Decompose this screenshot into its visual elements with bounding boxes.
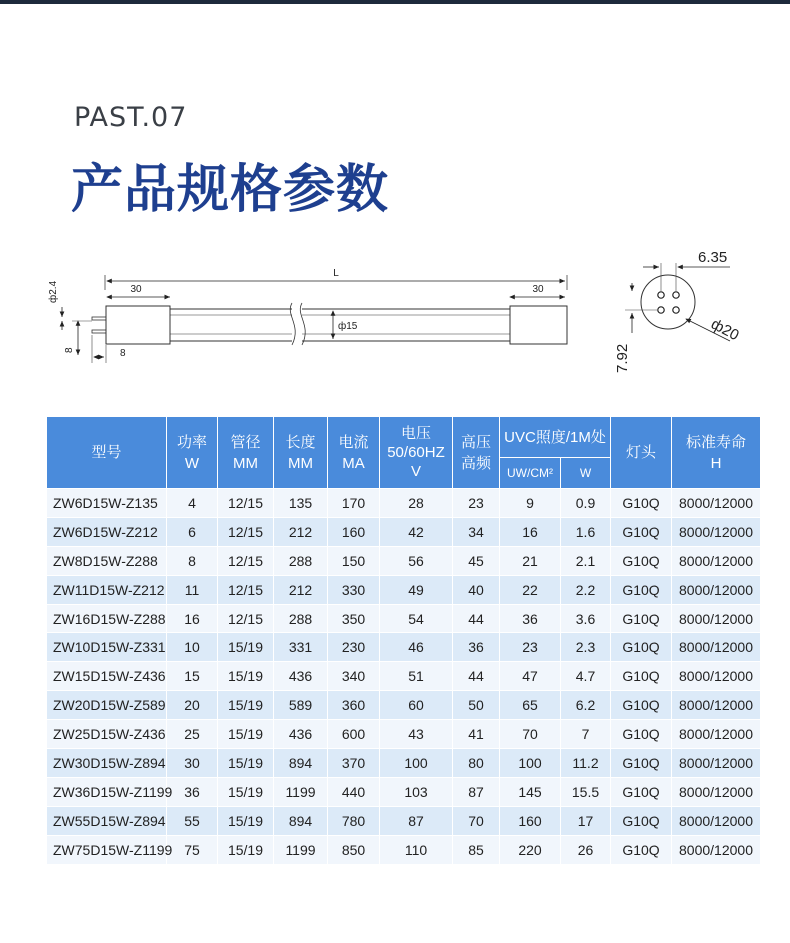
cell-length: 894: [274, 806, 328, 835]
cell-power: 30: [167, 749, 218, 778]
cell-life: 8000/12000: [672, 604, 761, 633]
cell-current: 360: [328, 691, 380, 720]
cell-uvc-watt: 2.3: [561, 633, 611, 662]
cell-length: 436: [274, 720, 328, 749]
cell-model: ZW36D15W-Z1199: [47, 777, 167, 806]
cell-current: 780: [328, 806, 380, 835]
cell-voltage: 103: [380, 777, 453, 806]
cell-uvc-irradiance: 21: [500, 546, 561, 575]
cell-model: ZW75D15W-Z1199: [47, 835, 167, 864]
cell-life: 8000/12000: [672, 575, 761, 604]
cell-life: 8000/12000: [672, 489, 761, 518]
cell-uvc-irradiance: 65: [500, 691, 561, 720]
cell-power: 25: [167, 720, 218, 749]
cell-power: 8: [167, 546, 218, 575]
spec-table: [46, 416, 761, 865]
cell-diameter: 12/15: [218, 604, 274, 633]
base-end-view: [614, 249, 742, 373]
header-power: 功率 W: [167, 417, 218, 489]
table-row: [47, 575, 761, 604]
cell-model: ZW6D15W-Z212: [47, 517, 167, 546]
cell-uvc-watt: 17: [561, 806, 611, 835]
header-current: 电流 MA: [328, 417, 380, 489]
cell-life: 8000/12000: [672, 633, 761, 662]
cell-power: 16: [167, 604, 218, 633]
cell-length: 212: [274, 517, 328, 546]
cell-diameter: 15/19: [218, 806, 274, 835]
base-diameter-label: ф20: [708, 315, 742, 345]
header-uvc-irradiance: UW/CM²: [500, 458, 561, 489]
cell-current: 440: [328, 777, 380, 806]
pin-length-label: 8: [120, 348, 126, 359]
cell-uvc-irradiance: 70: [500, 720, 561, 749]
cell-uvc-watt: 2.2: [561, 575, 611, 604]
cell-current: 150: [328, 546, 380, 575]
cell-base: G10Q: [611, 835, 672, 864]
cell-base: G10Q: [611, 489, 672, 518]
header-uvc-watt: W: [561, 458, 611, 489]
cell-uvc-irradiance: 100: [500, 749, 561, 778]
cell-base: G10Q: [611, 604, 672, 633]
cell-voltage: 49: [380, 575, 453, 604]
cell-model: ZW6D15W-Z135: [47, 489, 167, 518]
cell-hf: 44: [453, 604, 500, 633]
cell-voltage: 87: [380, 806, 453, 835]
cell-voltage: 60: [380, 691, 453, 720]
cell-length: 135: [274, 489, 328, 518]
pin-diameter-label: ф2.4: [48, 280, 59, 303]
tube-diameter-label: ф15: [338, 321, 358, 332]
table-row: [47, 691, 761, 720]
table-row: [47, 806, 761, 835]
cell-voltage: 43: [380, 720, 453, 749]
cell-model: ZW55D15W-Z894: [47, 806, 167, 835]
base-pin-spacing-label: 6.35: [698, 249, 728, 266]
cell-current: 330: [328, 575, 380, 604]
cell-base: G10Q: [611, 633, 672, 662]
lamp-dimension-diagram: [40, 245, 780, 385]
cell-voltage: 42: [380, 517, 453, 546]
cell-uvc-irradiance: 47: [500, 662, 561, 691]
cell-diameter: 12/15: [218, 517, 274, 546]
cell-length: 1199: [274, 777, 328, 806]
cell-current: 170: [328, 489, 380, 518]
right-cap-dimension: [510, 284, 565, 297]
header-model: 型号: [47, 417, 167, 489]
cell-hf: 34: [453, 517, 500, 546]
cell-uvc-irradiance: 9: [500, 489, 561, 518]
table-row: [47, 489, 761, 518]
cell-uvc-watt: 26: [561, 835, 611, 864]
length-dimension: [105, 268, 567, 290]
cell-diameter: 15/19: [218, 720, 274, 749]
header-life: 标准寿命 H: [672, 417, 761, 489]
cell-hf: 80: [453, 749, 500, 778]
cell-base: G10Q: [611, 720, 672, 749]
cell-hf: 36: [453, 633, 500, 662]
cell-model: ZW30D15W-Z894: [47, 749, 167, 778]
cell-uvc-irradiance: 36: [500, 604, 561, 633]
cell-current: 850: [328, 835, 380, 864]
cell-power: 10: [167, 633, 218, 662]
right-cap-label: 30: [532, 284, 544, 295]
cell-life: 8000/12000: [672, 720, 761, 749]
cell-uvc-irradiance: 145: [500, 777, 561, 806]
header-uvc: UVC照度/1M处: [500, 417, 611, 458]
cell-diameter: 12/15: [218, 489, 274, 518]
cell-voltage: 56: [380, 546, 453, 575]
cell-base: G10Q: [611, 749, 672, 778]
header-length: 长度 MM: [274, 417, 328, 489]
table-row: [47, 720, 761, 749]
table-row: [47, 633, 761, 662]
cell-life: 8000/12000: [672, 662, 761, 691]
cell-uvc-irradiance: 22: [500, 575, 561, 604]
left-cap-dimension: [107, 284, 170, 297]
pin-diameter-dimension: [47, 280, 62, 330]
cell-uvc-irradiance: 160: [500, 806, 561, 835]
cell-voltage: 110: [380, 835, 453, 864]
section-label: PAST.07: [74, 102, 188, 133]
cell-diameter: 15/19: [218, 777, 274, 806]
cell-voltage: 54: [380, 604, 453, 633]
cell-voltage: 51: [380, 662, 453, 691]
cell-length: 288: [274, 546, 328, 575]
page-title: 产品规格参数: [71, 160, 390, 220]
cell-diameter: 15/19: [218, 633, 274, 662]
cell-model: ZW15D15W-Z436: [47, 662, 167, 691]
cell-voltage: 46: [380, 633, 453, 662]
cell-power: 55: [167, 806, 218, 835]
right-cap: [510, 306, 567, 344]
cell-life: 8000/12000: [672, 806, 761, 835]
cell-uvc-watt: 11.2: [561, 749, 611, 778]
header-diameter: 管径 MM: [218, 417, 274, 489]
cell-base: G10Q: [611, 777, 672, 806]
cell-hf: 85: [453, 835, 500, 864]
cell-base: G10Q: [611, 662, 672, 691]
cell-length: 288: [274, 604, 328, 633]
cell-power: 6: [167, 517, 218, 546]
cell-power: 20: [167, 691, 218, 720]
header-voltage: 电压 50/60HZ V: [380, 417, 453, 489]
cell-length: 436: [274, 662, 328, 691]
pin-offset-dimension: [64, 321, 92, 355]
cell-diameter: 12/15: [218, 546, 274, 575]
cell-length: 212: [274, 575, 328, 604]
cell-base: G10Q: [611, 575, 672, 604]
cell-base: G10Q: [611, 546, 672, 575]
cell-length: 1199: [274, 835, 328, 864]
cell-voltage: 28: [380, 489, 453, 518]
cell-model: ZW11D15W-Z212: [47, 575, 167, 604]
cell-uvc-watt: 2.1: [561, 546, 611, 575]
cell-voltage: 100: [380, 749, 453, 778]
cell-diameter: 15/19: [218, 835, 274, 864]
cell-hf: 44: [453, 662, 500, 691]
cell-uvc-watt: 15.5: [561, 777, 611, 806]
cell-uvc-irradiance: 16: [500, 517, 561, 546]
cell-base: G10Q: [611, 806, 672, 835]
cell-base: G10Q: [611, 517, 672, 546]
cell-model: ZW16D15W-Z288: [47, 604, 167, 633]
cell-length: 331: [274, 633, 328, 662]
length-label: L: [333, 268, 339, 279]
cell-hf: 40: [453, 575, 500, 604]
left-cap-label: 30: [130, 284, 142, 295]
cell-uvc-watt: 3.6: [561, 604, 611, 633]
cell-base: G10Q: [611, 691, 672, 720]
cell-power: 11: [167, 575, 218, 604]
cell-hf: 23: [453, 489, 500, 518]
cell-uvc-irradiance: 23: [500, 633, 561, 662]
cell-power: 75: [167, 835, 218, 864]
lamp-pins: [92, 317, 106, 333]
cell-current: 160: [328, 517, 380, 546]
base-offset-label: 7.92: [614, 343, 631, 373]
header-base: 灯头: [611, 417, 672, 489]
cell-life: 8000/12000: [672, 835, 761, 864]
cell-hf: 45: [453, 546, 500, 575]
table-row: [47, 517, 761, 546]
table-row: [47, 749, 761, 778]
pin-offset-label: 8: [64, 347, 75, 353]
cell-uvc-irradiance: 220: [500, 835, 561, 864]
cell-hf: 87: [453, 777, 500, 806]
spec-table-body: [47, 489, 761, 865]
table-row: [47, 604, 761, 633]
cell-hf: 41: [453, 720, 500, 749]
cell-length: 894: [274, 749, 328, 778]
cell-diameter: 12/15: [218, 575, 274, 604]
table-row: [47, 777, 761, 806]
cell-length: 589: [274, 691, 328, 720]
table-row: [47, 835, 761, 864]
cell-life: 8000/12000: [672, 749, 761, 778]
cell-model: ZW10D15W-Z331: [47, 633, 167, 662]
left-cap: [106, 306, 170, 344]
cell-diameter: 15/19: [218, 749, 274, 778]
cell-current: 370: [328, 749, 380, 778]
table-row: [47, 546, 761, 575]
top-bar: [0, 0, 790, 4]
cell-hf: 70: [453, 806, 500, 835]
cell-power: 36: [167, 777, 218, 806]
cell-diameter: 15/19: [218, 662, 274, 691]
cell-model: ZW25D15W-Z436: [47, 720, 167, 749]
table-row: [47, 662, 761, 691]
cell-uvc-watt: 0.9: [561, 489, 611, 518]
cell-current: 600: [328, 720, 380, 749]
cell-power: 15: [167, 662, 218, 691]
cell-uvc-watt: 1.6: [561, 517, 611, 546]
cell-diameter: 15/19: [218, 691, 274, 720]
cell-life: 8000/12000: [672, 517, 761, 546]
header-high-frequency: 高压 高频: [453, 417, 500, 489]
cell-hf: 50: [453, 691, 500, 720]
cell-uvc-watt: 4.7: [561, 662, 611, 691]
cell-life: 8000/12000: [672, 691, 761, 720]
cell-model: ZW8D15W-Z288: [47, 546, 167, 575]
cell-life: 8000/12000: [672, 777, 761, 806]
cell-model: ZW20D15W-Z589: [47, 691, 167, 720]
cell-life: 8000/12000: [672, 546, 761, 575]
cell-power: 4: [167, 489, 218, 518]
cell-uvc-watt: 7: [561, 720, 611, 749]
cell-uvc-watt: 6.2: [561, 691, 611, 720]
cell-current: 340: [328, 662, 380, 691]
cell-current: 350: [328, 604, 380, 633]
cell-current: 230: [328, 633, 380, 662]
